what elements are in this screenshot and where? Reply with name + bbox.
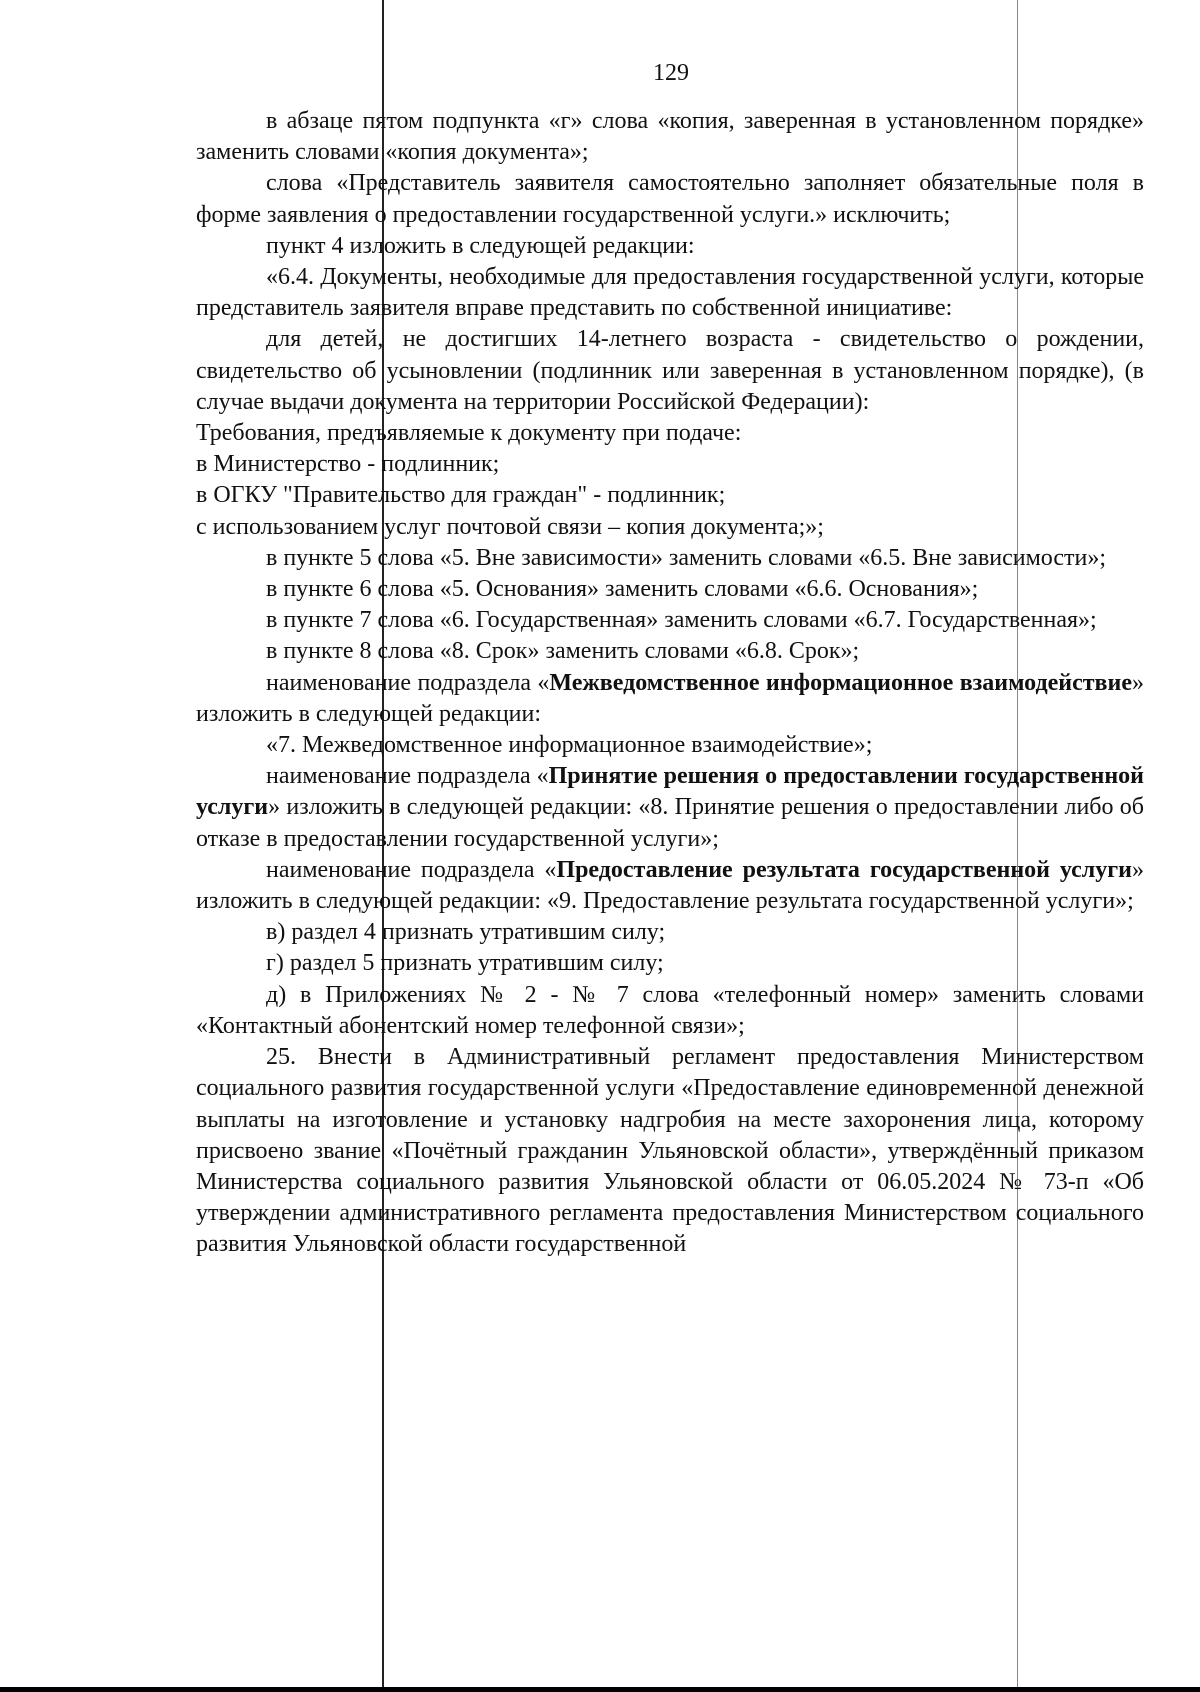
paragraph [196, 668, 1144, 730]
paragraph [196, 855, 1144, 917]
paragraph: в абзаце пятом подпункта «г» слова «копия, заверенная в установленном порядке» заменить словами «копия документа»; [196, 108, 1144, 166]
paragraph: д) в Приложениях № 2 - № 7 слова «телефонный номер» заменить словами «Контактный абонентский номер телефонной связи»; [196, 981, 1144, 1039]
paragraph-text: » изложить в следующей редакции: «9. Предоставление результата государственной услуги»; [196, 856, 1144, 915]
scan-bottom-edge [0, 1687, 1200, 1692]
paragraph: в Министерство - подлинник; [196, 451, 500, 478]
paragraph-text: » изложить в следующей редакции: [196, 669, 1144, 727]
paragraph: с использованием услуг почтовой связи – копия документа;»; [196, 513, 824, 540]
paragraph: в пункте 5 слова «5. Вне зависимости» заменить словами «6.5. Вне зависимости»; [266, 544, 1107, 571]
document-body [196, 106, 1144, 1261]
paragraph: 25. Внести в Административный регламент предоставления Министерством социального развития государственной услуги «Предоставление единовременной денежной выплаты на изготовление и установку надгробия на месте захоронения лица, которому присвоено звание «Почётный гражданин Ульяновской области», утверждённый приказом Министерства социального развития Ульяновской области от 06.05.2024 № 73-п «Об утверждении административного регламента предоставления Министерством социального развития Ульяновской области государственной [196, 1044, 1144, 1258]
paragraph-text: » изложить в следующей редакции: «8. Принятие решения о предоставлении либо об отказе в предоставлении государственной услуги»; [196, 794, 1144, 852]
paragraph-text: наименование подраздела « [266, 763, 549, 790]
paragraph: в пункте 6 слова «5. Основания» заменить словами «6.6. Основания»; [266, 576, 979, 603]
bold-phrase: Принятие решения о предоставлении государственной услуги [196, 763, 1144, 821]
paragraph: в ОГКУ "Правительство для граждан" - подлинник; [196, 482, 726, 509]
paragraph-text: наименование подраздела « [266, 856, 557, 883]
paragraph: в пункте 8 слова «8. Срок» заменить словами «6.8. Срок»; [266, 638, 860, 665]
bold-phrase: Предоставление результата государственной услуги [556, 856, 1132, 883]
paragraph: в пункте 7 слова «6. Государственная» заменить словами «6.7. Государственная»; [266, 607, 1097, 634]
page-number: 129 [653, 60, 689, 86]
paragraph-text: наименование подраздела « [266, 669, 550, 696]
paragraph: в) раздел 4 признать утратившим силу; [266, 919, 666, 946]
paragraph: «6.4. Документы, необходимые для предоставления государственной услуги, которые представитель заявителя вправе представить по собственной инициативе: [196, 264, 1144, 322]
bold-phrase: Межведомственное информационное взаимодействие [549, 669, 1132, 696]
paragraph: для детей, не достигших 14-летнего возраста - свидетельство о рождении, свидетельство об усыновлении (подлинник или заверенная в установленном порядке), (в случае выдачи документа на территории Российской Федерации): [196, 326, 1144, 415]
paragraph: слова «Представитель заявителя самостоятельно заполняет обязательные поля в форме заявления о предоставлении государственной услуги.» исключить; [196, 170, 1144, 228]
paragraph [196, 761, 1144, 855]
paragraph: г) раздел 5 признать утратившим силу; [266, 950, 664, 977]
paragraph: «7. Межведомственное информационное взаимодействие»; [266, 732, 873, 759]
paragraph: Требования, предъявляемые к документу при подаче: [196, 420, 742, 447]
paragraph: пункт 4 изложить в следующей редакции: [266, 232, 695, 259]
